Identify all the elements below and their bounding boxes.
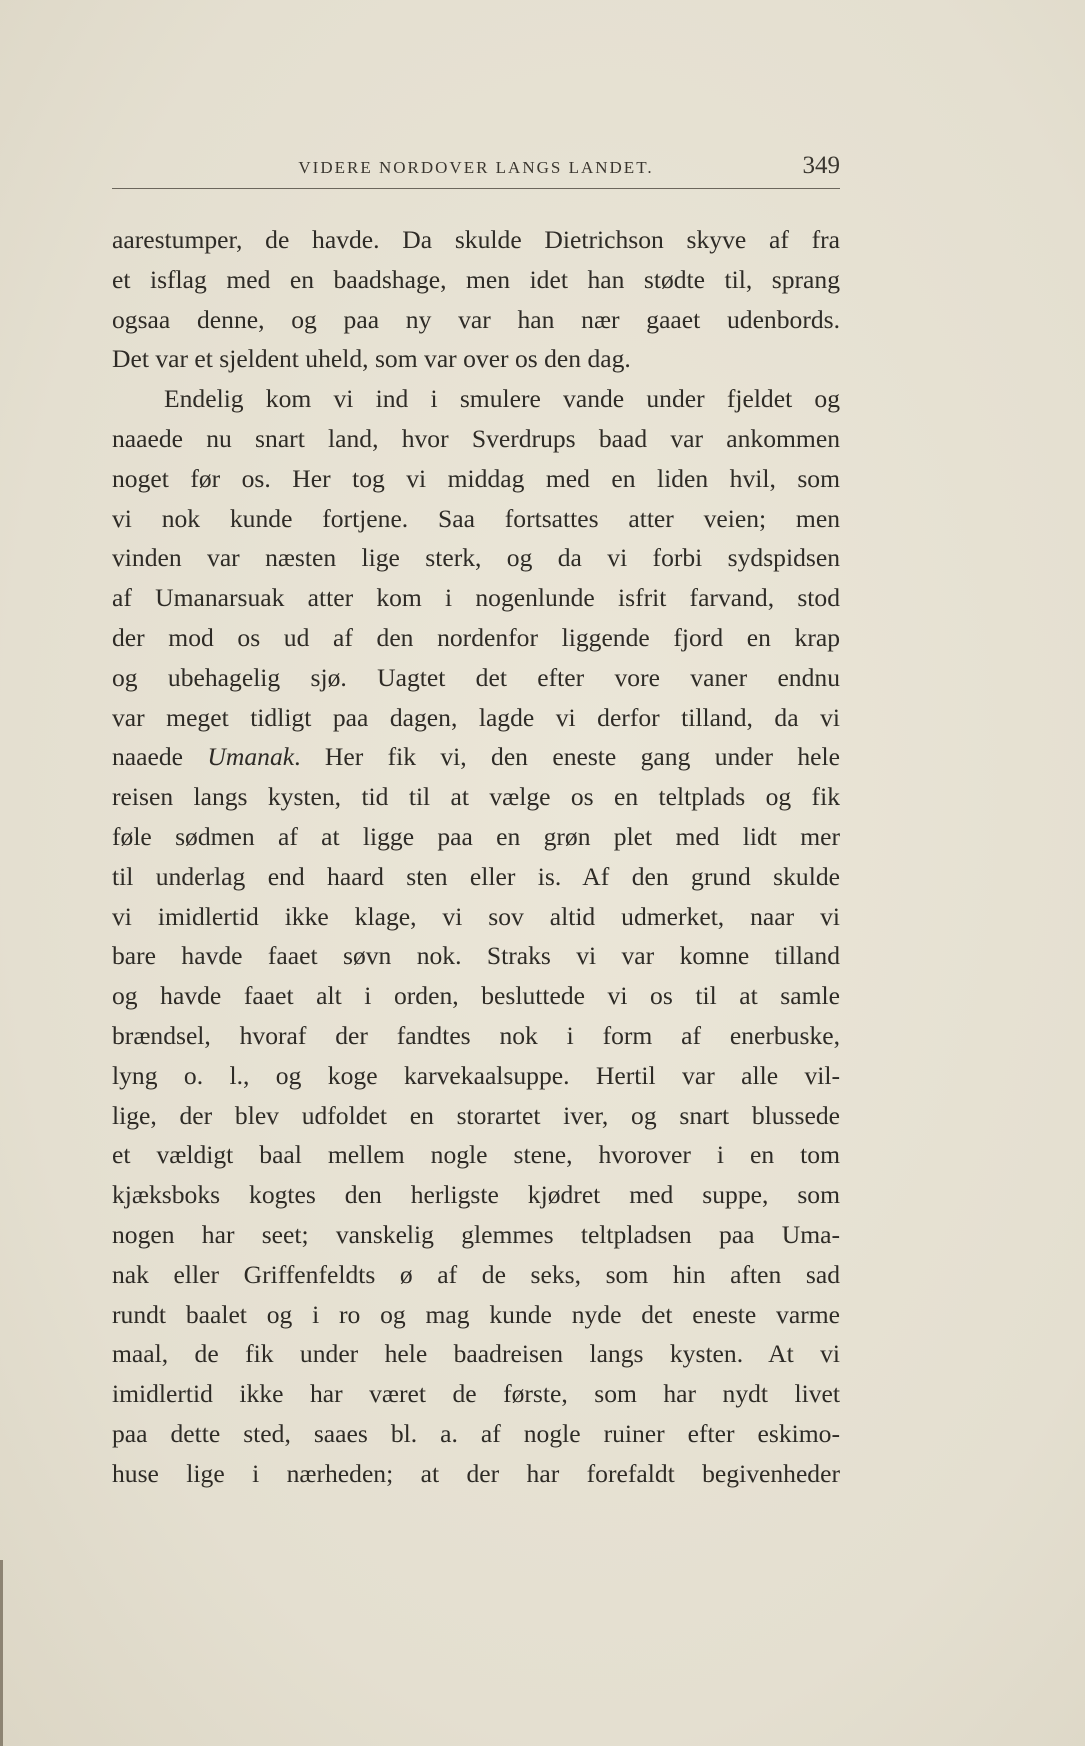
running-title: VIDERE NORDOVER LANGS LANDET. bbox=[298, 158, 654, 177]
text-line: maal, de fik under hele baadreisen langs kysten. At vi bbox=[112, 1339, 840, 1369]
text-line: Endelig kom vi ind i smulere vande under fjeldet og bbox=[164, 384, 840, 414]
text-line: og havde faaet alt i orden, besluttede vi os til at samle bbox=[112, 981, 840, 1011]
text-line: og ubehagelig sjø. Uagtet det efter vore vaner endnu bbox=[112, 662, 840, 692]
text-line: der mod os ud af den nordenfor liggende fjord en krap bbox=[112, 622, 840, 652]
text-line: føle sødmen af at ligge paa en grøn plet med lidt mer bbox=[112, 821, 840, 851]
text-line: et isflag med en baadshage, men idet han stødte til, sprang bbox=[112, 264, 840, 294]
text-line: var meget tidligt paa dagen, lagde vi derfor tilland, da vi bbox=[112, 702, 840, 732]
text-line: noget før os. Her tog vi middag med en liden hvil, som bbox=[112, 463, 840, 493]
text-line: nak eller Griffenfeldts ø af de seks, som hin aften sad bbox=[112, 1259, 840, 1289]
text-line: vi nok kunde fortjene. Saa fortsattes atter veien; men bbox=[112, 503, 840, 533]
text-line: aarestumper, de havde. Da skulde Dietrichson skyve af fra bbox=[112, 225, 840, 254]
text-line: rundt baalet og i ro og mag kunde nyde det eneste varme bbox=[112, 1299, 840, 1329]
text-line: paa dette sted, saaes bl. a. af nogle ruiner efter eskimo- bbox=[112, 1418, 840, 1448]
binding-edge bbox=[0, 1560, 3, 1746]
text-line: naaede nu snart land, hvor Sverdrups baad var ankommen bbox=[112, 423, 840, 453]
text-line: nogen har seet; vanskelig glemmes teltpladsen paa Uma- bbox=[112, 1219, 840, 1249]
text-line: bare havde faaet søvn nok. Straks vi var komne tilland bbox=[112, 941, 840, 971]
text-line: lyng o. l., og koge karvekaalsuppe. Hertil var alle vil- bbox=[112, 1060, 840, 1090]
page-number: 349 bbox=[802, 152, 840, 179]
body-text bbox=[112, 220, 840, 1494]
page-header bbox=[112, 152, 840, 182]
text-line: et vældigt baal mellem nogle stene, hvorover i en tom bbox=[112, 1140, 840, 1170]
text-line: reisen langs kysten, tid til at vælge os en teltplads og fik bbox=[112, 782, 840, 812]
text-line: vi imidlertid ikke klage, vi sov altid udmerket, naar vi bbox=[112, 901, 840, 931]
text-line: lige, der blev udfoldet en storartet iver, og snart blussede bbox=[112, 1100, 840, 1130]
text-line: til underlag end haard sten eller is. Af den grund skulde bbox=[112, 861, 840, 891]
text-line: naaede Umanak. Her fik vi, den eneste gang under hele bbox=[112, 742, 840, 772]
text-line: brændsel, hvoraf der fandtes nok i form af enerbuske, bbox=[112, 1020, 840, 1050]
text-line: imidlertid ikke har været de første, som har nydt livet bbox=[112, 1379, 840, 1409]
text-line: Det var et sjeldent uheld, som var over os den dag. bbox=[112, 344, 631, 374]
text-line: ogsaa denne, og paa ny var han nær gaaet udenbords. bbox=[112, 304, 840, 334]
text-line: af Umanarsuak atter kom i nogenlunde isfrit farvand, stod bbox=[112, 583, 840, 613]
text-line: huse lige i nærheden; at der har forefaldt begivenheder bbox=[112, 1458, 840, 1488]
header-rule bbox=[112, 188, 840, 189]
text-line: vinden var næsten lige sterk, og da vi forbi sydspidsen bbox=[112, 543, 840, 573]
text-line: kjæksboks kogtes den herligste kjødret med suppe, som bbox=[112, 1180, 840, 1210]
place-name-italic: Umanak bbox=[207, 742, 295, 772]
